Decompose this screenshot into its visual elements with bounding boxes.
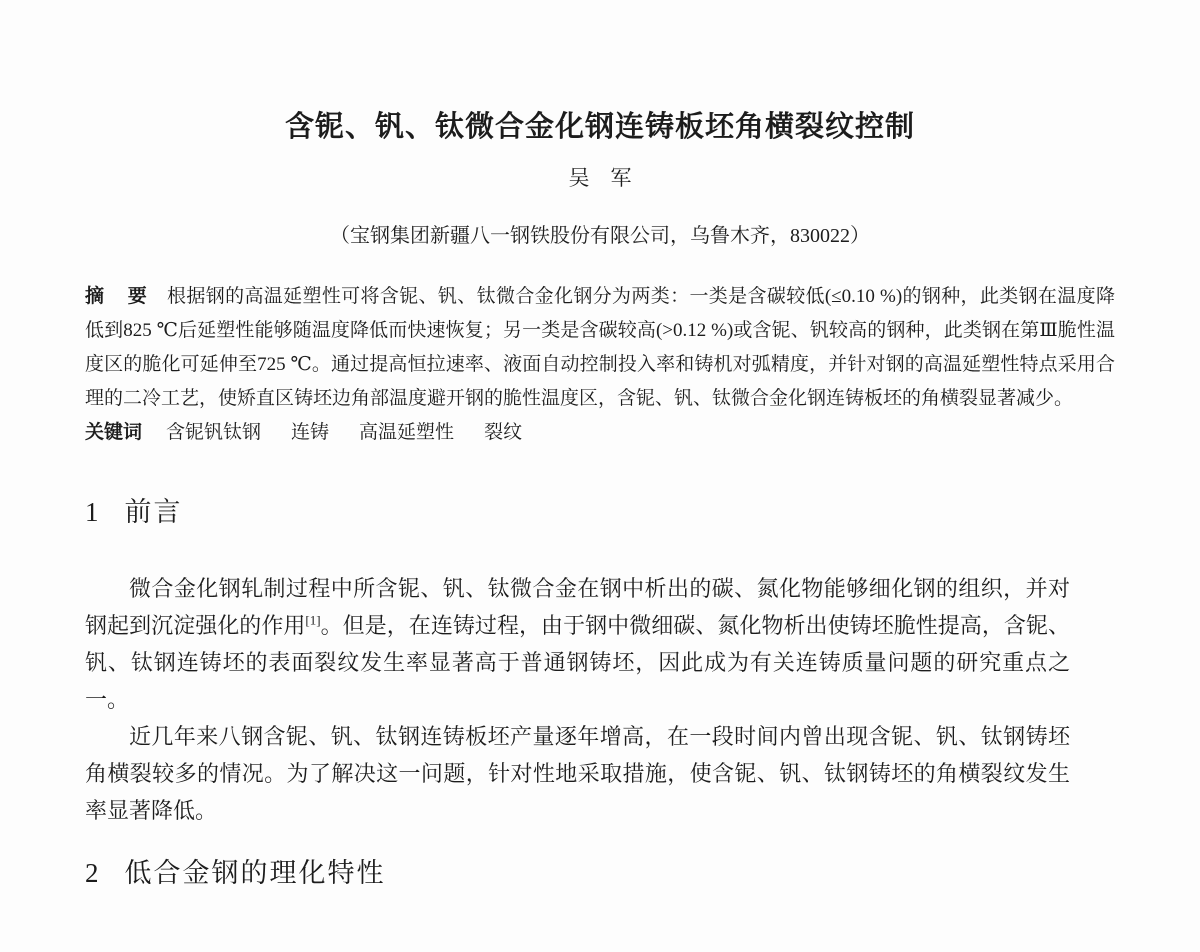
section-title: 低合金钢的理化特性 xyxy=(124,858,386,888)
section-number: 1 xyxy=(85,497,99,527)
keywords-label: 关键词 xyxy=(85,422,143,443)
paper-title: 含铌、钒、钛微合金化钢连铸板坯角横裂纹控制 xyxy=(284,111,915,143)
section-heading-properties xyxy=(85,855,1115,891)
keyword-item: 含铌钒钛钢 xyxy=(166,422,262,443)
abstract-text: 根据钢的高温延塑性可将含铌、钒、钛微合金化钢分为两类：一类是含碳较低(≤0.10 %)的钢种，此类钢在温度降低到825 ℃后延塑性能够随温度降低而快速恢复；另一类是含碳较高(>0.12 %)或含铌、钒较高的钢种，此类钢在第Ⅲ脆性温度区的脆化可延伸至725 ℃。通过提高恒拉速率、液面自动控制投入率和铸机对弧精度，并针对钢的高温延塑性特点采用合理的二冷工艺，使矫直区铸坯边角部温度避开钢的脆性温度区，含铌、钒、钛微合金化钢连铸板坯的角横裂显著减少。 xyxy=(85,286,1115,409)
section-number: 2 xyxy=(85,858,99,888)
paragraph-text: 微合金化钢轧制过程中所含铌、钒、钛微合金在钢中析出的碳、氮化物能够细化钢的组织，并对钢起到沉淀强化的作用 xyxy=(85,576,1070,638)
abstract-label: 摘 要 xyxy=(85,286,150,307)
author-name: 吴 军 xyxy=(568,166,632,190)
paragraph-text: 。但是，在连铸过程，由于钢中微细碳、氮化物析出使铸坯脆性提高，含铌、钒、钛钢连铸坯的表面裂纹发生率显著高于普通钢铸坯，因此成为有关连铸质量问题的研究重点之一。 xyxy=(85,613,1070,712)
paragraph: 近几年来八钢含铌、钒、钛钢连铸板坯产量逐年增高，在一段时间内曾出现含铌、钒、钛钢铸坯角横裂较多的情况。为了解决这一问题，针对性地采取措施，使含铌、钒、钛钢铸坯的角横裂纹发生率显著降低。 xyxy=(85,724,1070,823)
section-heading-introduction xyxy=(85,494,1115,530)
keywords-block xyxy=(85,416,1115,450)
section-title: 前言 xyxy=(124,497,183,527)
keyword-item: 连铸 xyxy=(291,422,330,443)
author-affiliation: （宝钢集团新疆八一钢铁股份有限公司，乌鲁木齐，830022） xyxy=(330,225,870,247)
keyword-item: 高温延塑性 xyxy=(359,422,455,443)
keyword-item: 裂纹 xyxy=(484,422,523,443)
paragraph xyxy=(85,570,1070,718)
section-body-introduction xyxy=(85,570,1070,829)
citation-marker: [1] xyxy=(305,612,321,628)
abstract-block xyxy=(85,280,1115,416)
